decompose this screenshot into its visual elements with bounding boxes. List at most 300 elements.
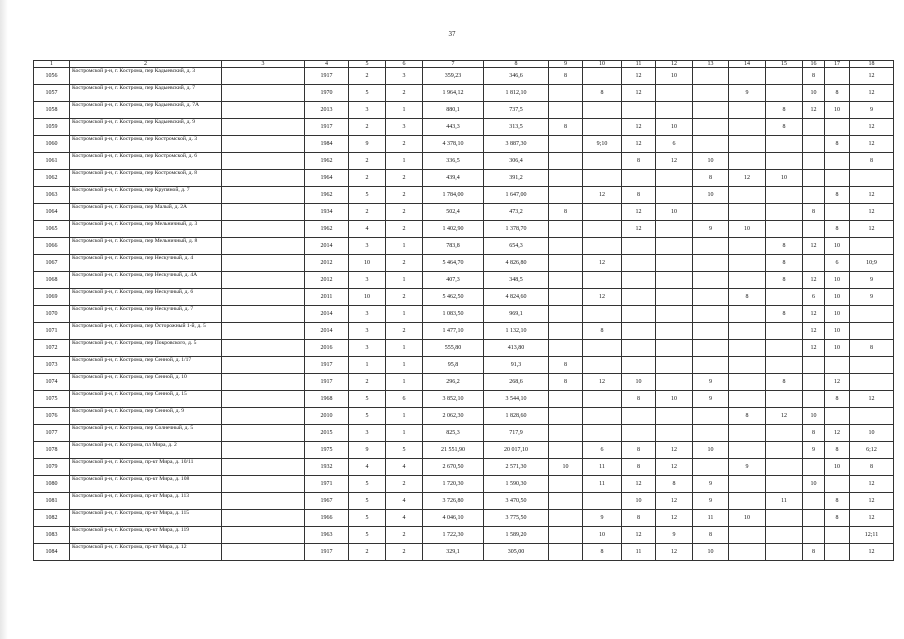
table-cell: 12 (656, 510, 693, 527)
table-cell: 1 720,30 (423, 476, 484, 493)
table-cell (766, 340, 803, 357)
table-cell: 12 (850, 391, 894, 408)
table-cell: 10 (803, 476, 825, 493)
table-cell (850, 238, 894, 255)
table-cell (850, 323, 894, 340)
table-cell (222, 204, 305, 221)
address-cell: Костромской р-н, г. Кострома, пер Кадыевский, д. 3 (70, 68, 222, 85)
table-row (34, 493, 894, 510)
address-cell: Костромской р-н, г. Кострома, пер Кадыевский, д. 9 (70, 119, 222, 136)
table-cell: 8 (825, 187, 850, 204)
table-cell: 8 (766, 272, 803, 289)
table-cell (622, 323, 656, 340)
table-cell: 8 (850, 153, 894, 170)
table-cell: 5 (349, 493, 386, 510)
table-cell (803, 221, 825, 238)
table-cell: 12 (656, 442, 693, 459)
table-cell (583, 357, 622, 374)
table-cell: 10 (825, 289, 850, 306)
address-cell: Костромской р-н, г. Кострома, пер Сенной, д. 10 (70, 374, 222, 391)
table-cell: 1962 (305, 221, 349, 238)
table-cell (583, 408, 622, 425)
table-cell: 12 (850, 544, 894, 561)
table-cell: 1968 (305, 391, 349, 408)
table-cell: 2016 (305, 340, 349, 357)
table-cell (729, 357, 766, 374)
table-cell: 8 (693, 170, 729, 187)
table-cell: 306,4 (484, 153, 549, 170)
table-cell (549, 187, 583, 204)
table-cell: 8 (549, 357, 583, 374)
table-cell: 2 (386, 170, 423, 187)
address-cell: Костромской р-н, г. Кострома, пер Осторожный 1-й, д. 5 (70, 323, 222, 340)
table-cell: 783,8 (423, 238, 484, 255)
table-cell: 2 (386, 544, 423, 561)
scan-edge-shadow (0, 0, 8, 639)
table-cell: 1 590,30 (484, 476, 549, 493)
table-cell: 8 (803, 425, 825, 442)
table-cell: 8 (825, 221, 850, 238)
table-cell: 2014 (305, 306, 349, 323)
table-cell: 1 722,30 (423, 527, 484, 544)
table-cell (693, 204, 729, 221)
table-cell (222, 510, 305, 527)
table-cell: 2 (349, 119, 386, 136)
table-cell: 3 (349, 238, 386, 255)
table-cell (729, 374, 766, 391)
table-cell (222, 425, 305, 442)
table-cell: 10 (825, 459, 850, 476)
table-cell: 4 (349, 459, 386, 476)
table-cell: 2010 (305, 408, 349, 425)
table-cell: 2013 (305, 102, 349, 119)
table-cell: 6 (386, 391, 423, 408)
table-cell (766, 204, 803, 221)
table-row (34, 204, 894, 221)
table-cell: 1934 (305, 204, 349, 221)
table-cell: 1964 (305, 170, 349, 187)
table-cell: 8 (622, 391, 656, 408)
table-cell (825, 544, 850, 561)
table-cell (825, 119, 850, 136)
table-cell (850, 306, 894, 323)
table-cell: 12 (766, 408, 803, 425)
table-cell (693, 340, 729, 357)
table-cell: 3 470,50 (484, 493, 549, 510)
table-cell: 12 (583, 187, 622, 204)
table-cell: 9 (693, 391, 729, 408)
table-cell: 12;11 (850, 527, 894, 544)
table-cell (583, 340, 622, 357)
table-cell (766, 153, 803, 170)
table-cell: 8 (622, 153, 656, 170)
table-cell (825, 68, 850, 85)
table-cell: 12 (622, 476, 656, 493)
header-row (34, 61, 894, 68)
table-row (34, 391, 894, 408)
table-cell: 12 (656, 153, 693, 170)
table-cell (693, 306, 729, 323)
table-cell: 8 (583, 85, 622, 102)
row-number-cell: 1074 (34, 374, 70, 391)
table-cell (729, 306, 766, 323)
table-cell: 9;10 (583, 136, 622, 153)
table-cell (803, 255, 825, 272)
table-cell: 12 (803, 238, 825, 255)
table-cell (693, 272, 729, 289)
table-cell (222, 374, 305, 391)
table-cell: 8 (766, 119, 803, 136)
table-cell (222, 255, 305, 272)
table-cell (729, 238, 766, 255)
table-cell: 8 (850, 340, 894, 357)
table-cell (766, 136, 803, 153)
table-cell: 391,2 (484, 170, 549, 187)
address-cell: Костромской р-н, г. Кострома, пер Нескучный, д. 7 (70, 306, 222, 323)
row-number-cell: 1081 (34, 493, 70, 510)
table-cell: 9 (349, 136, 386, 153)
table-cell: 336,5 (423, 153, 484, 170)
row-number-cell: 1071 (34, 323, 70, 340)
table-cell: 10 (693, 544, 729, 561)
table-row (34, 187, 894, 204)
table-cell: 1966 (305, 510, 349, 527)
table-cell: 9 (693, 493, 729, 510)
table-cell: 10 (825, 323, 850, 340)
table-cell (549, 221, 583, 238)
table-cell (583, 153, 622, 170)
table-cell: 12 (803, 306, 825, 323)
table-cell (729, 153, 766, 170)
table-cell: 6 (803, 289, 825, 306)
row-number-cell: 1073 (34, 357, 70, 374)
table-cell: 305,00 (484, 544, 549, 561)
table-row (34, 170, 894, 187)
table-cell: 10 (549, 459, 583, 476)
address-cell: Костромской р-н, г. Кострома, пр-кт Мира, д. 108 (70, 476, 222, 493)
table-cell: 95,8 (423, 357, 484, 374)
table-cell (766, 442, 803, 459)
table-cell (549, 170, 583, 187)
table-cell (803, 510, 825, 527)
table-cell (583, 68, 622, 85)
table-cell: 10 (656, 204, 693, 221)
table-cell (803, 170, 825, 187)
table-cell (766, 85, 803, 102)
column-header: 16 (803, 61, 825, 68)
table-row (34, 221, 894, 238)
table-cell: 9 (693, 476, 729, 493)
row-number-cell: 1075 (34, 391, 70, 408)
table-cell: 1917 (305, 357, 349, 374)
table-cell: 2012 (305, 272, 349, 289)
address-cell: Костромской р-н, г. Кострома, пер Сенной, д. 1/17 (70, 357, 222, 374)
table-cell (622, 170, 656, 187)
address-cell: Костромской р-н, г. Кострома, пер Кадыевский, д. 7А (70, 102, 222, 119)
table-cell: 8 (622, 442, 656, 459)
table-cell: 880,1 (423, 102, 484, 119)
table-cell: 8 (693, 527, 729, 544)
table-cell: 12 (850, 187, 894, 204)
table-row (34, 510, 894, 527)
table-cell (766, 425, 803, 442)
table-cell: 3 726,80 (423, 493, 484, 510)
table-cell (549, 153, 583, 170)
table-cell: 10 (803, 85, 825, 102)
address-cell: Костромской р-н, г. Кострома, пер Костромской, д. 6 (70, 153, 222, 170)
table-cell: 9 (349, 442, 386, 459)
table-cell (549, 340, 583, 357)
table-cell (549, 272, 583, 289)
table-cell: 9 (803, 442, 825, 459)
table-cell (729, 442, 766, 459)
table-cell: 12 (850, 476, 894, 493)
table-cell (693, 459, 729, 476)
address-cell: Костромской р-н, г. Кострома, пер Кадыевский, д. 7 (70, 85, 222, 102)
table-cell: 4 (386, 493, 423, 510)
column-header: 4 (305, 61, 349, 68)
table-cell: 8 (729, 408, 766, 425)
table-row (34, 357, 894, 374)
column-header: 14 (729, 61, 766, 68)
table-cell: 3 544,10 (484, 391, 549, 408)
table-cell: 413,80 (484, 340, 549, 357)
table-cell (693, 425, 729, 442)
table-cell (222, 476, 305, 493)
table-cell (766, 68, 803, 85)
row-number-cell: 1056 (34, 68, 70, 85)
table-cell: 9 (583, 510, 622, 527)
table-row (34, 527, 894, 544)
column-header: 2 (70, 61, 222, 68)
page-number: 37 (448, 30, 456, 38)
row-number-cell: 1057 (34, 85, 70, 102)
table-cell (222, 153, 305, 170)
table-row (34, 272, 894, 289)
table-cell: 8 (766, 374, 803, 391)
table-cell (803, 357, 825, 374)
table-cell (729, 187, 766, 204)
table-cell (549, 102, 583, 119)
table-cell (583, 204, 622, 221)
table-cell: 10 (803, 408, 825, 425)
table-cell: 12 (583, 255, 622, 272)
address-cell: Костромской р-н, г. Кострома, пр-кт Мира, д. 113 (70, 493, 222, 510)
table-cell (583, 391, 622, 408)
table-cell (549, 238, 583, 255)
table-cell: 3 (349, 323, 386, 340)
table-cell: 12 (622, 85, 656, 102)
table-cell: 313,5 (484, 119, 549, 136)
table-cell (222, 527, 305, 544)
table-cell: 4 046,10 (423, 510, 484, 527)
table-cell (222, 187, 305, 204)
column-header: 1 (34, 61, 70, 68)
table-cell (825, 408, 850, 425)
table-cell: 2 (349, 153, 386, 170)
table-cell (222, 272, 305, 289)
table-cell: 12 (656, 459, 693, 476)
table-cell (583, 306, 622, 323)
table-cell (222, 289, 305, 306)
column-header: 12 (656, 61, 693, 68)
table-cell: 2014 (305, 323, 349, 340)
table-cell (549, 136, 583, 153)
table-row (34, 340, 894, 357)
table-cell: 8 (622, 510, 656, 527)
column-header: 7 (423, 61, 484, 68)
table-cell: 10 (825, 272, 850, 289)
table-cell: 2 (349, 68, 386, 85)
table-cell (693, 408, 729, 425)
table-row (34, 136, 894, 153)
housing-register-table (33, 60, 894, 561)
table-cell: 12 (656, 493, 693, 510)
table-cell (825, 476, 850, 493)
table-cell (622, 357, 656, 374)
table-cell: 1917 (305, 544, 349, 561)
table-cell (729, 255, 766, 272)
table-cell (766, 527, 803, 544)
table-row (34, 459, 894, 476)
table-cell: 2015 (305, 425, 349, 442)
table-cell (825, 170, 850, 187)
address-cell: Костромской р-н, г. Кострома, пер Сенной, д. 9 (70, 408, 222, 425)
table-cell (693, 238, 729, 255)
table-cell: 12 (850, 221, 894, 238)
table-cell: 2 (386, 323, 423, 340)
table-cell: 2 (386, 136, 423, 153)
table-cell (729, 391, 766, 408)
table-cell: 10 (693, 187, 729, 204)
table-cell (222, 323, 305, 340)
table-cell: 6 (825, 255, 850, 272)
table-cell: 346,6 (484, 68, 549, 85)
table-cell (766, 323, 803, 340)
table-cell: 555,80 (423, 340, 484, 357)
table-cell: 9 (850, 289, 894, 306)
table-cell (850, 408, 894, 425)
table-cell: 10 (729, 221, 766, 238)
table-cell (693, 102, 729, 119)
table-cell: 1917 (305, 68, 349, 85)
table-cell: 12 (825, 374, 850, 391)
table-cell (656, 272, 693, 289)
table-cell: 10 (825, 102, 850, 119)
table-cell: 3 (349, 272, 386, 289)
address-cell: Костромской р-н, г. Кострома, пер Нескучный, д. 4А (70, 272, 222, 289)
table-cell: 8 (729, 289, 766, 306)
table-cell (622, 255, 656, 272)
row-number-cell: 1070 (34, 306, 70, 323)
table-cell (583, 272, 622, 289)
table-cell: 12 (850, 510, 894, 527)
table-cell (222, 85, 305, 102)
table-cell: 4 (386, 459, 423, 476)
table-cell (222, 459, 305, 476)
table-cell (549, 391, 583, 408)
table-cell: 654,3 (484, 238, 549, 255)
table-cell: 12 (803, 340, 825, 357)
table-cell: 12 (622, 136, 656, 153)
table-cell: 5 (349, 85, 386, 102)
table-cell: 10 (583, 527, 622, 544)
table-cell: 5 (349, 187, 386, 204)
table-cell: 5 464,70 (423, 255, 484, 272)
table-cell (549, 527, 583, 544)
table-cell (583, 102, 622, 119)
row-number-cell: 1083 (34, 527, 70, 544)
table-cell: 12 (850, 136, 894, 153)
column-header: 13 (693, 61, 729, 68)
address-cell: Костромской р-н, г. Кострома, пер Мельничный, д. 8 (70, 238, 222, 255)
table-row (34, 68, 894, 85)
table-cell: 10 (656, 391, 693, 408)
address-cell: Костромской р-н, г. Кострома, пр-кт Мира, д. 12 (70, 544, 222, 561)
table-cell: 2 062,30 (423, 408, 484, 425)
table-cell (766, 510, 803, 527)
table-cell: 407,3 (423, 272, 484, 289)
table-cell (766, 544, 803, 561)
table-cell (803, 374, 825, 391)
table-cell: 8 (803, 68, 825, 85)
table-cell (803, 493, 825, 510)
table-cell: 10 (693, 442, 729, 459)
table-cell: 1 589,20 (484, 527, 549, 544)
table-cell: 10 (349, 255, 386, 272)
table-cell: 1 (386, 102, 423, 119)
table-cell: 2011 (305, 289, 349, 306)
address-cell: Костромской р-н, г. Кострома, пер Крупяной, д. 7 (70, 187, 222, 204)
table-cell (656, 170, 693, 187)
table-cell: 2 (386, 85, 423, 102)
table-cell: 8 (583, 544, 622, 561)
row-number-cell: 1059 (34, 119, 70, 136)
column-header: 8 (484, 61, 549, 68)
table-cell (222, 544, 305, 561)
table-cell (729, 527, 766, 544)
row-number-cell: 1067 (34, 255, 70, 272)
table-row (34, 306, 894, 323)
row-number-cell: 1079 (34, 459, 70, 476)
table-cell: 1975 (305, 442, 349, 459)
table-row (34, 255, 894, 272)
table-cell: 4 826,80 (484, 255, 549, 272)
table-cell (729, 204, 766, 221)
table-cell (693, 323, 729, 340)
table-cell: 12 (583, 289, 622, 306)
table-cell (850, 357, 894, 374)
table-cell: 6 (656, 136, 693, 153)
table-cell: 91,3 (484, 357, 549, 374)
table-cell (622, 289, 656, 306)
table-cell: 1 647,00 (484, 187, 549, 204)
table-cell: 11 (693, 510, 729, 527)
table-cell (656, 357, 693, 374)
table-cell: 1 132,10 (484, 323, 549, 340)
table-cell: 8 (549, 119, 583, 136)
table-cell: 12 (622, 68, 656, 85)
table-cell (222, 357, 305, 374)
table-cell: 2 571,30 (484, 459, 549, 476)
table-cell (693, 357, 729, 374)
table-cell: 8 (825, 510, 850, 527)
table-cell (222, 442, 305, 459)
table-cell: 1 (386, 153, 423, 170)
table-cell (656, 374, 693, 391)
table-cell (622, 238, 656, 255)
table-cell (549, 544, 583, 561)
